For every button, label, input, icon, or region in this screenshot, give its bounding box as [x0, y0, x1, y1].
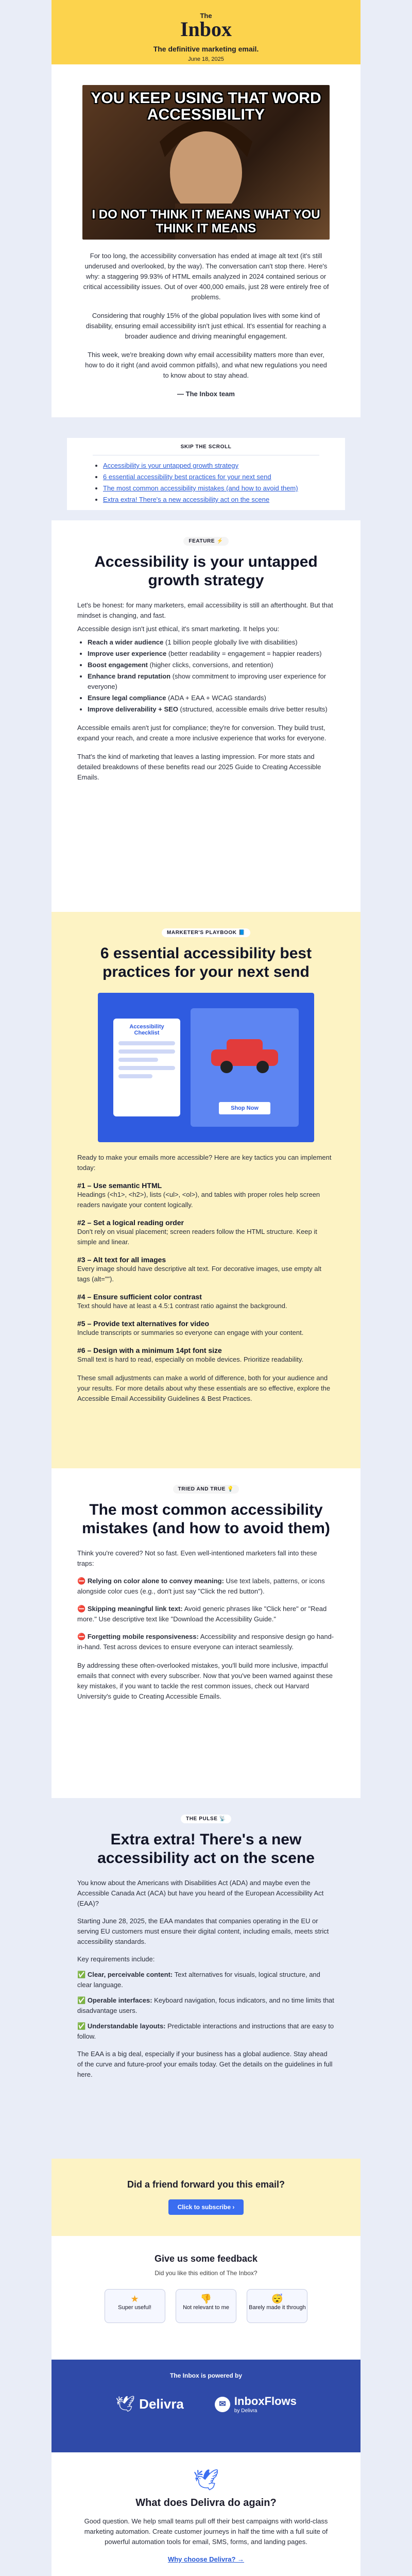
- feature-title: Accessibility is your untapped growth strategy: [94, 553, 318, 589]
- practice-text: Text should have at least a 4.5:1 contrast ratio against the background.: [77, 1302, 287, 1310]
- mistake-item: ⛔ Relying on color alone to convey meaning: Use text labels, patterns, or icons alongside color cues (e.g., don't just say "Click the red button").: [77, 1577, 325, 1595]
- toc-item[interactable]: • Extra extra! There's a new accessibility act on the scene: [103, 495, 319, 505]
- feedback-title: Give us some feedback: [154, 2253, 258, 2264]
- mistakes-pill: TRIED AND TRUE 💡: [173, 1485, 239, 1494]
- toc-item[interactable]: • 6 essential accessibility best practices for your next send: [103, 472, 319, 482]
- feedback-option-not-relevant[interactable]: 👎 Not relevant to me: [176, 2289, 236, 2323]
- practice-text: Include transcripts or summaries so everyone can engage with your content.: [77, 1329, 304, 1336]
- forward-title: Did a friend forward you this email?: [127, 2179, 285, 2190]
- warning-icon: ⛔: [77, 1633, 88, 1640]
- pulse-paragraph-1: You know about the Americans with Disabilities Act (ADA) and maybe even the Accessible Canada Act (ACA) but have you heard of the European Accessibility Act (EAA)?: [77, 1879, 324, 1907]
- forward-section: [52, 2159, 360, 2236]
- feature-pill: FEATURE ⚡: [183, 537, 228, 546]
- feedback-option-barely[interactable]: 😴 Barely made it through: [247, 2289, 307, 2323]
- practice-heading: #5 – Provide text alternatives for video: [77, 1319, 209, 1328]
- practice-heading: #6 – Design with a minimum 14pt font size: [77, 1346, 222, 1354]
- playbook-outro: These small adjustments can make a world of difference, both for your audience and your results. For more details about why these essentials are so effective, explore the Accessible Email Accessibility Guidelines & Best Practices.: [77, 1374, 331, 1402]
- delivra-bird-graphic: 🕊: [193, 2469, 219, 2492]
- list-item: • Ensure legal compliance (ADA + EAA + WCAG standards): [88, 693, 335, 703]
- meme-bottom-text: I DO NOT THINK IT MEANS WHAT YOU THINK IT MEANS: [92, 208, 320, 235]
- intro-signoff: — The Inbox team: [177, 390, 235, 398]
- tagline: The definitive marketing email.: [153, 45, 259, 53]
- list-item: • Improve user experience (better readability = engagement = happier readers): [88, 649, 335, 659]
- check-icon: ✅: [77, 1996, 88, 2004]
- practice-heading: #1 – Use semantic HTML: [77, 1181, 162, 1190]
- pulse-title: Extra extra! There's a new accessibility act on the scene: [97, 1831, 315, 1867]
- pulse-paragraph-4: The EAA is a big deal, especially if your business has a global audience. Stay ahead of the curve and future-proof your emails today. Get the details on the guidelines in full here.: [77, 2050, 333, 2078]
- practice-text: Small text is hard to read, especially on mobile devices. Prioritize readability.: [77, 1355, 304, 1363]
- feature-paragraph-2: Accessible design isn't just ethical, it's smart marketing. It helps you:: [77, 625, 280, 633]
- feature-section: [52, 520, 360, 912]
- header: [52, 0, 360, 64]
- feature-paragraph-4: That's the kind of marketing that leaves a lasting impression. For more stats and detailed breakdowns of these benefits read our 2025 Guide to Creating Accessible Emails.: [77, 753, 321, 781]
- logo[interactable]: Inbox: [180, 18, 232, 41]
- check-icon: ✅: [77, 2022, 88, 2030]
- pulse-paragraph-2: Starting June 28, 2025, the EAA mandates that companies operating in the EU or serving EU customers must ensure their digital content, including emails, meets strict accessibility standards.: [77, 1917, 329, 1945]
- pulse-section: [52, 1798, 360, 2159]
- pulse-paragraph-3: Key requirements include:: [77, 1955, 155, 1963]
- warning-icon: ⛔: [77, 1605, 88, 1613]
- checklist-graphic: [98, 993, 314, 1142]
- mistake-item: ⛔ Skipping meaningful link text: Avoid generic phrases like "Click here" or "Read more." Use descriptive text like "Download the Accessibility Guide.": [77, 1605, 327, 1623]
- checklist-card: [113, 1019, 180, 1116]
- delivra-logo[interactable]: 🕊 Delivra: [115, 2396, 184, 2413]
- delivra-section: [52, 2452, 360, 2576]
- thumbs-down-icon: 👎: [200, 2294, 212, 2304]
- logo-top: The: [200, 12, 212, 20]
- intro-paragraph-2: Considering that roughly 15% of the global population lives with some kind of disability, ensuring email accessibility isn't just ethical. It's essential for reaching a broader audience and driving meaningful engagement.: [85, 312, 327, 340]
- practice-text: Headings (<h1>, <h2>), lists (<ul>, <ol>), and tables with proper roles help screen readers navigate your content logically.: [77, 1191, 320, 1209]
- delivra-paragraph: Good question. We help small teams pull off their best campaigns with world-class marketing automation. Create customer journeys in half the time with a full suite of powerful automation tools for email, SMS, forms, and landing pages.: [84, 2517, 328, 2546]
- list-item: • Improve deliverability + SEO (structured, accessible emails drive better results): [88, 704, 335, 715]
- inboxflows-logo[interactable]: ✉ InboxFlows by Delivra: [215, 2395, 297, 2414]
- playbook-pill: MARKETER'S PLAYBOOK 📘: [162, 928, 250, 937]
- feature-paragraph-1: Let's be honest: for many marketers, email accessibility is still an afterthought. But that mindset is changing, and fast.: [77, 601, 333, 619]
- issue-date: June 18, 2025: [188, 56, 224, 62]
- toc-item[interactable]: • Accessibility is your untapped growth strategy: [103, 461, 319, 471]
- inboxflows-icon: ✉: [215, 2397, 230, 2412]
- pulse-pill: THE PULSE 📡: [181, 1815, 231, 1823]
- yawn-icon: 😴: [271, 2294, 283, 2304]
- hero-meme: [82, 85, 330, 240]
- practice-heading: #2 – Set a logical reading order: [77, 1218, 184, 1227]
- warning-icon: ⛔: [77, 1577, 88, 1585]
- feedback-question: Did you like this edition of The Inbox?: [154, 2269, 258, 2277]
- toc-item[interactable]: • The most common accessibility mistakes (and how to avoid them): [103, 483, 319, 494]
- toc-label: SKIP THE SCROLL: [180, 444, 232, 450]
- feedback-option-useful[interactable]: ★ Super useful!: [105, 2289, 165, 2323]
- toc-box: [67, 438, 345, 510]
- delivra-title: What does Delivra do again?: [135, 2497, 277, 2509]
- list-item: • Enhance brand reputation (show commitment to improving user experience for everyone): [88, 671, 335, 692]
- star-icon: ★: [130, 2294, 139, 2304]
- intro-paragraph-3: This week, we're breaking down why email accessibility matters more than ever, how to do it right (and avoid common pitfalls), and what new regulations you need to know about to stay ahead.: [85, 351, 327, 379]
- practice-heading: #4 – Ensure sufficient color contrast: [77, 1293, 202, 1301]
- check-icon: ✅: [77, 1971, 88, 1978]
- shop-now-graphic-button: Shop Now: [219, 1102, 270, 1114]
- feature-paragraph-3: Accessible emails aren't just for compliance; they're for conversion. They build trust, expand your reach, and create a more inclusive experience that works for everyone.: [77, 724, 327, 742]
- intro-section: [52, 64, 360, 417]
- mistakes-title: The most common accessibility mistakes (and how to avoid them): [82, 1501, 330, 1537]
- feedback-section: [52, 2236, 360, 2360]
- sponsor-label: The Inbox is powered by: [169, 2372, 243, 2379]
- practice-heading: #3 – Alt text for all images: [77, 1256, 166, 1264]
- requirement-item: ✅ Operable interfaces: Keyboard navigation, focus indicators, and no time limits that disadvantage users.: [77, 1996, 334, 2014]
- list-item: • Reach a wider audience (1 billion people globally live with disabilities): [88, 637, 335, 648]
- subscribe-button[interactable]: Click to subscribe ›: [168, 2199, 244, 2215]
- mistake-item: ⛔ Forgetting mobile responsiveness: Accessibility and responsive design go hand-in-hand. Test across devices to ensure everyone can interact seamlessly.: [77, 1633, 334, 1651]
- sponsor-section: [52, 2360, 360, 2452]
- practice-text: Don't rely on visual placement; screen readers follow the HTML structure. Keep it simple and linear.: [77, 1228, 317, 1246]
- playbook-intro: Ready to make your emails more accessible? Here are key tactics you can implement today:: [77, 1154, 332, 1172]
- why-delivra-link[interactable]: Why choose Delivra? →: [167, 2555, 245, 2563]
- playbook-section: [52, 912, 360, 1468]
- feature-benefits-list: [88, 637, 335, 715]
- meme-top-text: YOU KEEP USING THAT WORD ACCESSIBILITY: [91, 90, 321, 123]
- car-icon: [191, 1024, 299, 1080]
- mistakes-intro: Think you're covered? Not so fast. Even well-intentioned marketers fall into these traps:: [77, 1549, 317, 1567]
- mistakes-outro: By addressing these often-overlooked mistakes, you'll build more inclusive, impactful emails that connect with every subscriber. Now that you've been warned against these key mistakes, if you want to tackle the rest common issues, check out Harvard University's guide to Creating Accessible Emails.: [77, 1662, 333, 1700]
- checklist-title: Accessibility Checklist: [129, 1024, 164, 1036]
- intro-paragraph-1: For too long, the accessibility conversation has ended at image alt text (it's still underused and overlooked, by the way). The conversation can't stop there. Here's why: a staggering 99.93% of HTML emails analyzed in 2024 contained serious or critical accessibility issues. Out of over 400,000 emails, just 28 were entirely free of problems.: [83, 252, 329, 301]
- toc-section: [52, 417, 360, 520]
- delivra-bird-icon: 🕊: [115, 2396, 135, 2413]
- practice-text: Every image should have descriptive alt text. For decorative images, use empty alt tags (alt="").: [77, 1265, 321, 1283]
- mistakes-section: [52, 1468, 360, 1798]
- shop-mockup: [191, 1008, 299, 1127]
- requirement-item: ✅ Understandable layouts: Predictable interactions and instructions that are easy to follow.: [77, 2022, 334, 2040]
- playbook-title: 6 essential accessibility best practices for your next send: [100, 945, 312, 980]
- requirement-item: ✅ Clear, perceivable content: Text alternatives for visuals, logical structure, and clear language.: [77, 1971, 320, 1989]
- toc-list: [103, 461, 319, 505]
- list-item: • Boost engagement (higher clicks, conversions, and retention): [88, 660, 335, 670]
